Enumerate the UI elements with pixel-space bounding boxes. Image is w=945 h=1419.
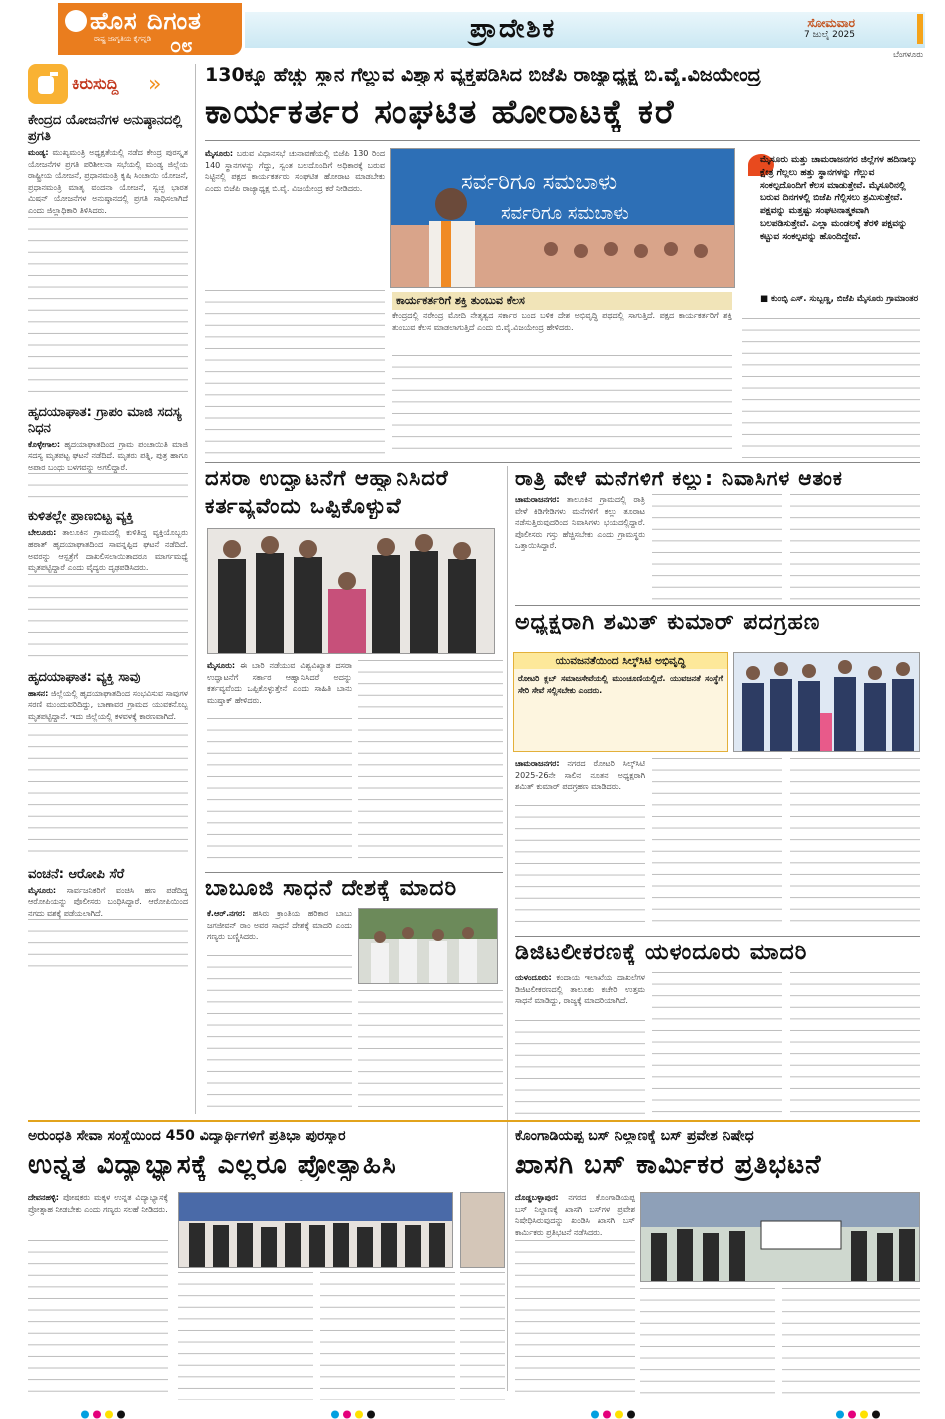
babuji-photo xyxy=(358,908,498,984)
arundhati-body: ದೇವನಹಳ್ಳಿ: ಪೋಷಕರು ಮಕ್ಕಳ ಉನ್ನತ ವಿದ್ಯಾಭ್ಯಾಸಕ್ಕೆ ಪ್ರೋತ್ಸಾಹ ನೀಡಬೇಕು ಎಂದು ಗಣ್ಯರು ಸಲಹೆ ನೀಡಿದರು. xyxy=(28,1193,169,1214)
divider xyxy=(205,140,920,141)
bus-photo xyxy=(640,1192,920,1282)
registration-marks-icon xyxy=(835,1410,895,1419)
brief-body-continued xyxy=(28,919,188,969)
arundhati-photo xyxy=(178,1192,453,1268)
photo-caption-body: ಕೇಂದ್ರದಲ್ಲಿ ನರೇಂದ್ರ ಮೋದಿ ನೇತೃತ್ವದ ಸರ್ಕಾರ ಬಂದ ಬಳಿಕ ದೇಶ ಅಭಿವೃದ್ಧಿ ಪಥದಲ್ಲಿ ಸಾಗುತ್ತಿದೆ. ಪಕ್ಷದ ಕಾರ್ಯಕರ್ತರಿಗೆ ಶಕ್ತಿ ತುಂಬುವ ಕೆಲಸ ಮಾಡಲಾಗುತ್ತಿದೆ ಎಂದು ಬಿ.ವೈ.ವಿಜಯೇಂದ್ರ ಹೇಳಿದರು. xyxy=(392,311,732,332)
lead-photo xyxy=(390,148,735,288)
edition-day: ಸೋಮವಾರ xyxy=(807,16,855,30)
stone-body: ಚಾಮರಾಜನಗರ: ತಾಲೂಕಿನ ಗ್ರಾಮದಲ್ಲಿ ರಾತ್ರಿ ವೇಳೆ ಕಿಡಿಗೇಡಿಗಳು ಮನೆಗಳಿಗೆ ಕಲ್ಲು ತೂರಾಟ ನಡೆಸುತ್ತಿರುವುದರಿಂದ ನಿವಾಸಿಗಳು ಭಯದಲ್ಲಿದ್ದಾರೆ. ಪೊಲೀಸರು ಗಸ್ತು ಹೆಚ್ಚಿಸಬೇಕು ಎಂದು ಗ್ರಾಮಸ್ಥರು ಒತ್ತಾಯಿಸಿದ್ದಾರೆ. xyxy=(515,495,646,551)
svg-text:ಸರ್ವರಿಗೂ ಸಮಬಾಳು: ಸರ್ವರಿಗೂ ಸಮಬಾಳು xyxy=(501,203,629,224)
bus-body-continued xyxy=(782,1288,920,1400)
edition-date: 7 ಜುಲೈ 2025 xyxy=(804,30,855,40)
brief-headline: ವಂಚನೆ: ಆರೋಪಿ ಸೆರೆ xyxy=(28,866,125,882)
dasara-body-continued xyxy=(207,718,352,868)
brief-body-continued xyxy=(28,723,188,861)
chevron-right-icon: » xyxy=(148,72,162,97)
arundhati-body-continued xyxy=(320,1272,455,1400)
pull-quote xyxy=(742,152,922,312)
dasara-body: ಮೈಸೂರು: ಈ ಬಾರಿ ನಡೆಯುವ ವಿಶ್ವವಿಖ್ಯಾತ ದಸರಾ ಉದ್ಘಾಟನೆಗೆ ಸರ್ಕಾರ ಆಹ್ವಾನಿಸಿದರೆ ಅದನ್ನು ಕರ್ತವ್ಯವೆಂದು ಒಪ್ಪಿಕೊಳ್ಳುತ್ತೇನೆ ಎಂದು ಸಾಹಿತಿ ಬಾನು ಮುಷ್ತಾಕ್ ಹೇಳಿದರು. xyxy=(207,661,352,705)
column-divider xyxy=(507,466,508,1391)
registration-marks-icon xyxy=(590,1410,650,1419)
arundhati-photo-2 xyxy=(460,1192,505,1268)
shamith-headline: ಅಧ್ಯಕ್ಷರಾಗಿ ಶಮಿತ್ ಕುಮಾರ್ ಪದಗ್ರಹಣ xyxy=(515,610,821,635)
registration-marks-icon xyxy=(330,1410,390,1419)
lead-body-continued xyxy=(742,318,920,458)
brief-item xyxy=(28,867,188,970)
shamith-sidebar-title: ಯುವಜನತೆಯಿಂದ ಸಿಲ್ಕ್‌ಸಿಟಿ ಅಭಿವೃದ್ಧಿ xyxy=(514,653,727,669)
babuji-body-continued xyxy=(358,990,503,1115)
bus-kicker: ಕೊಂಗಾಡಿಯಪ್ಪ ಬಸ್ ನಿಲ್ದಾಣಕ್ಕೆ ಬಸ್ ಪ್ರವೇಶ ನಿಷೇಧ xyxy=(515,1128,754,1144)
brief-body-continued xyxy=(28,473,188,503)
brief-body: ಮೈಸೂರು: ಸಾರ್ವಜನಿಕರಿಗೆ ವಂಚಿಸಿ ಹಣ ಪಡೆದಿದ್ದ ಆರೋಪಿಯನ್ನು ಪೊಲೀಸರು ಬಂಧಿಸಿದ್ದಾರೆ. ಆರೋಪಿಯಿಂದ ನಗದು ವಶಕ್ಕೆ ಪಡೆಯಲಾಗಿದೆ. xyxy=(28,885,188,918)
edition-city: ಬೆಂಗಳೂರು xyxy=(893,50,923,59)
banner-text: ಸರ್ವರಿಗೂ ಸಮಬಾಳು xyxy=(461,170,618,195)
bus-headline: ಖಾಸಗಿ ಬಸ್ ಕಾರ್ಮಿಕರ ಪ್ರತಿಭಟನೆ xyxy=(515,1150,822,1180)
digital-body-continued xyxy=(790,972,920,1115)
brief-body-continued xyxy=(28,574,188,664)
dasara-headline-line1: ದಸರಾ ಉದ್ಘಾಟನೆಗೆ ಆಹ್ವಾನಿಸಿದರೆ xyxy=(205,466,449,490)
arundhati-kicker: ಅರುಂಧತಿ ಸೇವಾ ಸಂಸ್ಥೆಯಿಂದ 450 ವಿದ್ಯಾರ್ಥಿಗಳಿಗೆ ಪ್ರತಿಭಾ ಪುರಸ್ಕಾರ xyxy=(28,1128,346,1144)
quote-text: ಮೈಸೂರು ಮತ್ತು ಚಾಮರಾಜನಗರ ಜಿಲ್ಲೆಗಳ ಹದಿನಾಲ್ಕು ಕ್ಷೇತ್ರ ಗೆಲ್ಲಲು ಹತ್ತು ಸ್ಥಾನಗಳನ್ನು ಗೆಲ್ಲುವ ಸಂಕಲ್ಪದೊಂದಿಗೆ ಕೆಲಸ ಮಾಡುತ್ತೇವೆ. ಮೈಸೂರಿನಲ್ಲಿ ಬರುವ ದಿನಗಳಲ್ಲಿ ಬಿಜೆಪಿ ಗೆಲ್ಲಿಸಲು ಶ್ರಮಿಸುತ್ತೇವೆ. ಪಕ್ಷವನ್ನು ಮತ್ತಷ್ಟು ಸಂಘಟನಾತ್ಮಕವಾಗಿ ಬಲಪಡಿಸುತ್ತೇವೆ. ಎಲ್ಲಾ ಮಂಡಲಕ್ಕೆ ತೆರಳಿ ಪಕ್ಷವನ್ನು ಕಟ್ಟುವ ಸಂಕಲ್ಪವನ್ನು ಹೊಂದಿದ್ದೇವೆ. xyxy=(760,155,917,242)
brief-item xyxy=(28,113,188,399)
masthead-name: ಹೊಸ ದಿಗಂತ xyxy=(90,7,202,35)
brief-item xyxy=(28,509,188,663)
accent-bar xyxy=(917,14,923,44)
babuji-body-continued xyxy=(207,955,352,1115)
shamith-body-continued xyxy=(652,758,782,931)
divider xyxy=(205,462,920,463)
arundhati-body-continued xyxy=(178,1272,313,1400)
brief-headline: ಹೃದಯಾಘಾತ: ಗ್ರಾಪಂ ಮಾಜಿ ಸದಸ್ಯ ನಿಧನ xyxy=(28,404,182,436)
brief-item xyxy=(28,670,188,861)
babuji-body: ಕೆ.ಆರ್.ನಗರ: ಹಸಿರು ಕ್ರಾಂತಿಯ ಹರಿಕಾರ ಬಾಬು ಜಗಜೀವನ್ ರಾಂ ಅವರ ಸಾಧನೆ ದೇಶಕ್ಕೆ ಮಾದರಿ ಎಂದು ಗಣ್ಯರು ಬಣ್ಣಿಸಿದರು. xyxy=(207,909,352,942)
brief-body: ಹಾಸನ: ಜಿಲ್ಲೆಯಲ್ಲಿ ಹೃದಯಾಘಾತದಿಂದ ಸಂಭವಿಸುವ ಸಾವುಗಳ ಸರಣಿ ಮುಂದುವರಿದಿದ್ದು, ಬಾಣಾವರ ಗ್ರಾಮದ ಯುವಕನೊಬ್ಬ ಮೃತಪಟ್ಟಿದ್ದಾನೆ. ಇದು ಜಿಲ್ಲೆಯಲ್ಲಿ ಕಳವಳಕ್ಕೆ ಕಾರಣವಾಗಿದೆ. xyxy=(28,688,188,721)
brief-body: ಬೇಲೂರು: ತಾಲೂಕಿನ ಗ್ರಾಮದಲ್ಲಿ ಕುಳಿತಿದ್ದ ವ್ಯಕ್ತಿಯೊಬ್ಬರು ಹಠಾತ್ ಹೃದಯಾಘಾತದಿಂದ ಸಾವನ್ನಪ್ಪಿದ ಘಟನೆ ನಡೆದಿದೆ. ಅವರನ್ನು ಆಸ್ಪತ್ರೆಗೆ ದಾಖಲಿಸಲಾಯಿತಾದರೂ ಮಾರ್ಗಮಧ್ಯೆ ಮೃತಪಟ್ಟಿದ್ದಾರೆ ಎಂದು ವೈದ್ಯರು ದೃಢಪಡಿಸಿದರು. xyxy=(28,528,189,573)
photo-caption-title: ಕಾರ್ಯಕರ್ತರಿಗೆ ಶಕ್ತಿ ತುಂಬುವ ಕೆಲಸ xyxy=(392,292,732,310)
babuji-headline: ಬಾಬೂಜಿ ಸಾಧನೆ ದೇಶಕ್ಕೆ ಮಾದರಿ xyxy=(205,876,458,901)
arundhati-body-continued xyxy=(28,1240,168,1400)
divider xyxy=(515,936,920,937)
shamith-body-continued xyxy=(515,805,645,931)
masthead-tagline: ರಾಷ್ಟ್ರ ಜಾಗೃತಿಯ ಕೈಗನ್ನಡಿ xyxy=(94,35,152,43)
arundhati-body-continued xyxy=(460,1272,505,1400)
bus-body: ದೊಡ್ಡಬಳ್ಳಾಪುರ: ನಗರದ ಕೊಂಗಾಡಿಯಪ್ಪ ಬಸ್ ನಿಲ್ದಾಣಕ್ಕೆ ಖಾಸಗಿ ಬಸ್‌ಗಳ ಪ್ರವೇಶ ನಿಷೇಧಿಸಿರುವುದನ್ನು ಖಂಡಿಸಿ ಖಾಸಗಿ ಬಸ್ ಕಾರ್ಮಿಕರು ಪ್ರತಿಭಟನೆ ನಡೆಸಿದರು. xyxy=(515,1193,635,1237)
shamith-body: ಚಾಮರಾಜನಗರ: ನಗರದ ರೋಟರಿ ಸಿಲ್ಕ್‌ಸಿಟಿ 2025-26ನೇ ಸಾಲಿನ ನೂತನ ಅಧ್ಯಕ್ಷರಾಗಿ ಶಮಿತ್ ಕುಮಾರ್ ಪದಗ್ರಹಣ ಮಾಡಿದರು. xyxy=(515,759,645,792)
bus-body-continued xyxy=(640,1288,775,1400)
lead-kicker: 130ಕ್ಕೂ ಹೆಚ್ಚು ಸ್ಥಾನ ಗೆಲ್ಲುವ ವಿಶ್ವಾಸ ವ್ಯಕ್ತಪಡಿಸಿದ ಬಿಜೆಪಿ ರಾಜ್ಯಾಧ್ಯಕ್ಷ ಬಿ.ವೈ.ವಿಜಯೇಂದ್ರ xyxy=(205,64,761,86)
brief-news-badge xyxy=(28,64,183,108)
bus-body-continued xyxy=(515,1240,635,1400)
shamith-sidebar-body: ರೋಟರಿ ಕ್ಲಬ್ ಸಮಾಜಸೇವೆಯಲ್ಲಿ ಮುಂಚೂಣಿಯಲ್ಲಿದೆ. ಯುವಜನತೆ ಸಂಸ್ಥೆಗೆ ಸೇರಿ ಸೇವೆ ಸಲ್ಲಿಸಬೇಕು ಎಂದರು. xyxy=(518,674,723,695)
stone-headline: ರಾತ್ರಿ ವೇಳೆ ಮನೆಗಳಿಗೆ ಕಲ್ಲು: ನಿವಾಸಿಗಳ ಆತಂಕ xyxy=(515,466,843,490)
quote-attribution: ■ ಕುಂಬ್ಳಿ ಎಸ್. ಸುಬ್ಬಣ್ಣ, ಬಿಜೆಪಿ ಮೈಸೂರು ಗ್ರಾಮಾಂತರ xyxy=(760,294,919,304)
divider xyxy=(205,872,503,873)
lead-headline: ಕಾರ್ಯಕರ್ತರ ಸಂಘಟಿತ ಹೋರಾಟಕ್ಕೆ ಕರೆ xyxy=(205,92,676,131)
brief-item xyxy=(28,405,188,504)
digital-body-continued xyxy=(515,1020,645,1115)
masthead xyxy=(58,3,242,55)
dasara-photo xyxy=(207,528,495,654)
section-band xyxy=(245,12,925,48)
newspaper-logo-icon xyxy=(65,10,87,32)
brief-news-column xyxy=(28,113,188,975)
lead-body-continued xyxy=(205,290,385,458)
brief-body: ಕೊಳ್ಳೇಗಾಲ: ಹೃದಯಾಘಾತದಿಂದ ಗ್ರಾಮ ಪಂಚಾಯಿತಿ ಮಾಜಿ ಸದಸ್ಯ ಮೃತಪಟ್ಟ ಘಟನೆ ನಡೆದಿದೆ. ಮೃತರು ಪತ್ನಿ, ಪುತ್ರ ಹಾಗೂ ಅಪಾರ ಬಂಧು ಬಳಗವನ್ನು ಅಗಲಿದ್ದಾರೆ. xyxy=(28,439,188,472)
shamith-sidebar xyxy=(513,652,728,752)
divider xyxy=(515,605,920,606)
arundhati-headline: ಉನ್ನತ ವಿದ್ಯಾಭ್ಯಾಸಕ್ಕೆ ಎಲ್ಲರೂ ಪ್ರೋತ್ಸಾಹಿಸಿ xyxy=(28,1150,397,1180)
dasara-headline-line2: ಕರ್ತವ್ಯವೆಂದು ಒಪ್ಪಿಕೊಳ್ಳುವೆ xyxy=(205,494,402,518)
brief-headline: ಕೇಂದ್ರದ ಯೋಜನೆಗಳ ಅನುಷ್ಠಾನದಲ್ಲಿ ಪ್ರಗತಿ xyxy=(28,113,183,144)
registration-marks-icon xyxy=(80,1410,140,1419)
stone-body-continued xyxy=(790,494,920,600)
digital-headline: ಡಿಜಿಟಲೀಕರಣಕ್ಕೆ ಯಳಂದೂರು ಮಾದರಿ xyxy=(515,940,808,965)
lead-body: ಮೈಸೂರು: ಬರುವ ವಿಧಾನಸಭೆ ಚುನಾವಣೆಯಲ್ಲಿ ಬಿಜೆಪಿ 130 ರಿಂದ 140 ಸ್ಥಾನಗಳನ್ನು ಗೆದ್ದು, ಸ್ವಂತ ಬಲದೊಂದಿಗೆ ಅಧಿಕಾರಕ್ಕೆ ಬರುವ ನಿಟ್ಟಿನಲ್ಲಿ ಪಕ್ಷದ ಕಾರ್ಯಕರ್ತರು ಸಂಘಟಿತ ಹೋರಾಟ ಮಾಡಬೇಕು ಎಂದು ಬಿಜೆಪಿ ರಾಜ್ಯಾಧ್ಯಕ್ಷ ಬಿ.ವೈ. ವಿಜಯೇಂದ್ರ ಕರೆ ನೀಡಿದರು. xyxy=(205,149,385,193)
digital-body: ಯಳಂದೂರು: ಕಂದಾಯ ಇಲಾಖೆಯ ದಾಖಲೆಗಳ ಡಿಜಿಟಲೀಕರಣದಲ್ಲಿ ತಾಲೂಕು ಕಚೇರಿ ಉತ್ತಮ ಸಾಧನೆ ಮಾಡಿದ್ದು, ರಾಜ್ಯಕ್ಕೆ ಮಾದರಿಯಾಗಿದೆ. xyxy=(515,973,646,1006)
column-divider xyxy=(195,64,196,1114)
shamith-body-continued xyxy=(790,758,920,931)
brief-news-label: ಕಿರುಸುದ್ದಿ xyxy=(72,74,119,93)
shamith-photo xyxy=(733,652,920,752)
brief-body: ಮಂಡ್ಯ: ಮುಖ್ಯಮಂತ್ರಿ ಅಧ್ಯಕ್ಷತೆಯಲ್ಲಿ ನಡೆದ ಕೇಂದ್ರ ಪುರಸ್ಕೃತ ಯೋಜನೆಗಳ ಪ್ರಗತಿ ಪರಿಶೀಲನಾ ಸಭೆಯಲ್ಲಿ ಮಂಡ್ಯ ಜಿಲ್ಲೆಯ ರಾಷ್ಟ್ರೀಯ ಯೋಜನೆ, ಪ್ರಧಾನಮಂತ್ರಿ ಕೃಷಿ ಸಿಂಚಾಯಿ ಯೋಜನೆ, ಪ್ರಧಾನಮಂತ್ರಿ ಮಾತೃ ವಂದನಾ ಯೋಜನೆ, ಸ್ವಚ್ಛ ಭಾರತ ಮಿಷನ್ ಯೋಜನೆಗಳ ಅನುಷ್ಠಾನದಲ್ಲಿ ಪ್ರಗತಿ ಸಾಧಿಸಲಾಗಿದೆ ಎಂದು ಜಿಲ್ಲಾಧಿಕಾರಿ ತಿಳಿಸಿದರು. xyxy=(28,148,188,215)
stone-body-continued xyxy=(652,494,782,600)
dasara-body-continued xyxy=(358,660,503,868)
hand-icon xyxy=(28,64,68,104)
brief-headline: ಹೃದಯಾಘಾತ: ವ್ಯಕ್ತಿ ಸಾವು xyxy=(28,669,141,685)
page-number: ೦೮ xyxy=(170,33,193,57)
divider xyxy=(28,1120,920,1122)
digital-body-continued xyxy=(652,972,782,1115)
brief-headline: ಕುಳಿತಲ್ಲೇ ಪ್ರಾಣಬಿಟ್ಟ ವ್ಯಕ್ತಿ xyxy=(28,509,134,525)
brief-body-continued xyxy=(28,217,188,399)
lead-body-continued xyxy=(392,355,732,458)
section-title: ಪ್ರಾದೇಶಿಕ xyxy=(470,14,557,44)
